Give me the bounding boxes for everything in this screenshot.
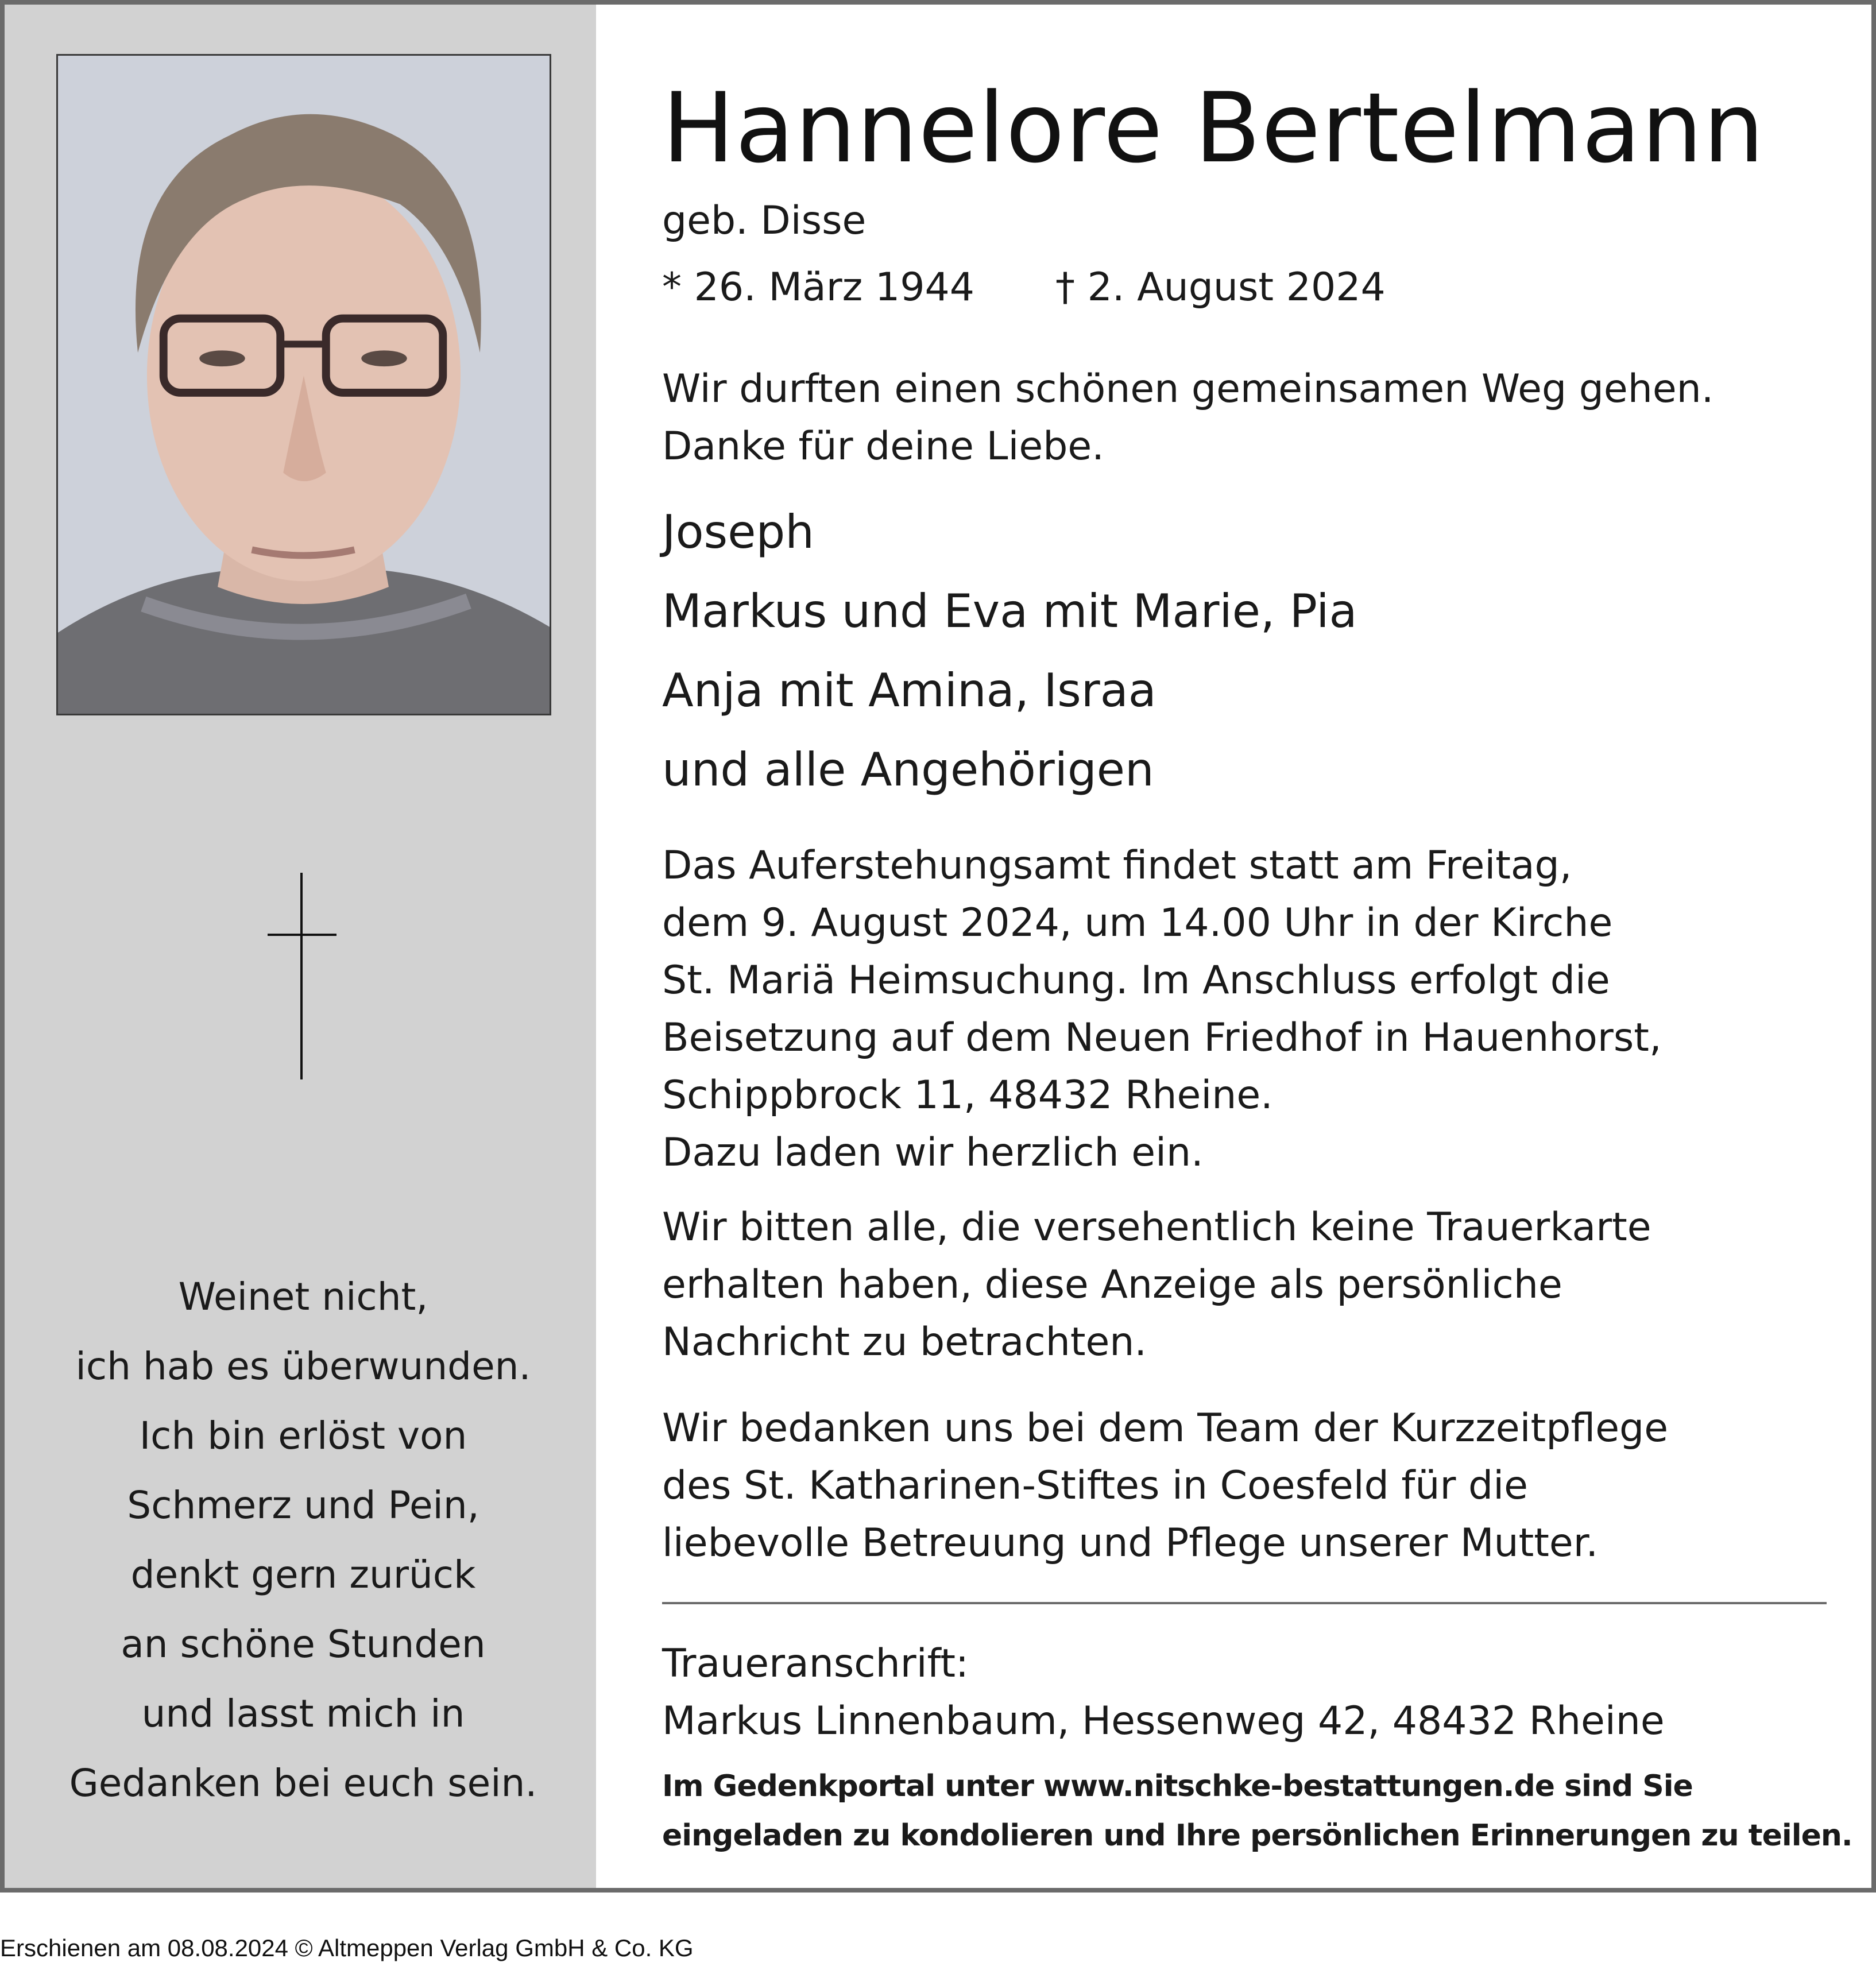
- service-line: St. Mariä Heimsuchung. Im Anschluss erfolgt die: [662, 958, 1610, 1003]
- address-label: Traueranschrift:: [662, 1641, 969, 1686]
- motto: [662, 361, 1713, 475]
- service-line: Dazu laden wir herzlich ein.: [662, 1130, 1204, 1175]
- motto-line: Danke für deine Liebe.: [662, 424, 1104, 469]
- publication-footer: Erschienen am 08.08.2024 © Altmeppen Verlag GmbH & Co. KG: [0, 1934, 694, 1961]
- service-line: Das Auferstehungsamt findet statt am Freitag,: [662, 843, 1572, 888]
- portal-line: Im Gedenkportal unter www.nitschke-bestattungen.de sind Sie: [662, 1769, 1693, 1804]
- family-line: Markus und Eva mit Marie, Pia: [662, 585, 1357, 638]
- motto-line: Wir durften einen schönen gemeinsamen Weg gehen.: [662, 366, 1714, 412]
- thanks-line: Wir bedanken uns bei dem Team der Kurzzeitpflege: [662, 1406, 1669, 1451]
- poem-line: Schmerz und Pein,: [127, 1483, 479, 1527]
- service-info: [662, 837, 1662, 1182]
- family-line: Joseph: [662, 505, 814, 559]
- poem-line: ich hab es überwunden.: [75, 1344, 531, 1388]
- poem-line: und lasst mich in: [141, 1692, 465, 1736]
- request-note: [662, 1199, 1651, 1371]
- family-line: und alle Angehörigen: [662, 743, 1154, 796]
- request-line: Nachricht zu betrachten.: [662, 1319, 1147, 1365]
- cross-icon: [268, 873, 336, 1079]
- life-dates: [662, 262, 1386, 314]
- service-line: dem 9. August 2024, um 14.00 Uhr in der Kirche: [662, 900, 1613, 946]
- family-line: Anja mit Amina, Israa: [662, 664, 1156, 717]
- request-line: erhalten haben, diese Anzeige als persönliche: [662, 1262, 1562, 1307]
- poem-line: denkt gern zurück: [130, 1553, 476, 1597]
- poem-line: Ich bin erlöst von: [139, 1414, 467, 1458]
- thanks-line: liebevolle Betreuung und Pflege unserer Mutter.: [662, 1520, 1599, 1566]
- mourning-address: [662, 1635, 1665, 1750]
- poem: [28, 1262, 579, 1818]
- poem-line: Weinet nicht,: [178, 1275, 428, 1319]
- family-list: [662, 493, 1357, 810]
- service-line: Schippbrock 11, 48432 Rheine.: [662, 1073, 1273, 1118]
- portrait-photo: [56, 54, 551, 715]
- service-line: Beisetzung auf dem Neuen Friedhof in Hauenhorst,: [662, 1015, 1662, 1061]
- deceased-name: Hannelore Bertelmann: [662, 72, 1765, 184]
- divider: [662, 1602, 1827, 1604]
- poem-line: Gedanken bei euch sein.: [69, 1761, 537, 1805]
- portal-line: eingeladen zu kondolieren und Ihre persönlichen Erinnerungen zu teilen.: [662, 1818, 1852, 1853]
- thanks-note: [662, 1400, 1668, 1572]
- thanks-line: des St. Katharinen-Stiftes in Coesfeld für die: [662, 1463, 1528, 1508]
- birth-date: * 26. März 1944: [662, 265, 975, 310]
- address-line: Markus Linnenbaum, Hessenweg 42, 48432 Rheine: [662, 1698, 1665, 1744]
- death-date: † 2. August 2024: [1055, 265, 1386, 310]
- request-line: Wir bitten alle, die versehentlich keine Trauerkarte: [662, 1205, 1651, 1250]
- left-panel: [5, 5, 596, 1888]
- birth-name: geb. Disse: [662, 198, 867, 243]
- memorial-portal-note: [662, 1762, 1852, 1860]
- poem-line: an schöne Stunden: [121, 1622, 486, 1666]
